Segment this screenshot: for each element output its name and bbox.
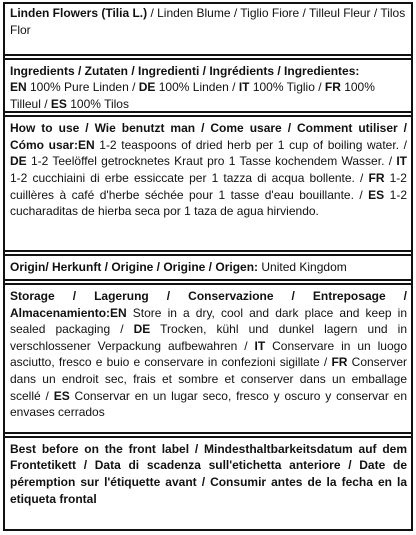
ingredients-section — [3, 58, 413, 114]
origin-section — [3, 254, 413, 281]
ingredients-heading: Ingredients / Zutaten / Ingredienti / Ingrédients / Ingredientes: — [10, 63, 360, 78]
best-before-text: Best before on the front label / Mindesthaltbarkeitsdatum auf dem Frontetikett / Data di scadenza sull'etichetta anteriore / Date de péremption sur l'étiquette avant / Consumir antes de la fecha en la etiqueta frontal — [10, 441, 407, 506]
storage-text: Conserver dans un endroit sec, frais et sombre et conserver dans un emballage scellé / — [10, 355, 408, 403]
storage-text: Trocken, kühl und dunkel lagern und in verschlossener Verpackung aufbewahren / — [10, 322, 407, 353]
storage-text: Store in a dry, cool and dark place and keep in sealed packaging / — [10, 305, 407, 337]
lang-code: ES — [50, 96, 67, 111]
how-to-use-heading: How to use / Wie benutzt man / Come usare / Comment utiliser / Cómo usar: — [10, 121, 407, 152]
how-to-use-text: 1-2 teaspoons of dried herb per 1 cup of boiling water. / — [94, 137, 407, 152]
ingredients-text: 100% Tiglio / — [249, 80, 325, 95]
lang-code: FR — [324, 80, 341, 95]
best-before-section — [3, 436, 413, 531]
product-label — [3, 2, 413, 531]
origin-value: United Kingdom — [258, 260, 347, 275]
lang-code: IT — [396, 154, 407, 169]
product-name-translations: / Linden Blume / Tiglio Fiore / Tilleul Fleur / Tilos Flor — [10, 6, 406, 37]
ingredients-text: 100% Tilleul / — [10, 80, 375, 111]
lang-code: FR — [331, 355, 348, 370]
lang-code: DE — [138, 80, 156, 95]
storage-section — [3, 283, 413, 434]
lang-code: IT — [254, 338, 266, 353]
title-section — [3, 2, 413, 56]
storage-text: Conservar en un lugar seco, fresco y oscuro y conservar en envases cerrados — [10, 388, 407, 420]
lang-code: IT — [238, 80, 250, 95]
storage-text: Conservare in un luogo asciutto, fresco e buio e conservare in confezioni sigillate / — [10, 338, 407, 370]
lang-code: DE — [10, 154, 27, 169]
lang-code: FR — [368, 170, 385, 185]
storage-heading: Storage / Lagerung / Conservazione / Entreposage / Almacenamiento: — [10, 288, 407, 320]
ingredients-text: 100% Pure Linden / — [26, 80, 139, 95]
product-name: Linden Flowers (Tilia L.) — [10, 6, 148, 20]
how-to-use-text: 1-2 cuillères à café d'herbe séchée pour 1 tasse d'eau bouillante. / — [10, 170, 407, 202]
how-to-use-text: 1-2 Teelöffel getrocknetes Kraut pro 1 Tasse kochendem Wasser. / — [26, 154, 397, 169]
lang-code: EN — [110, 305, 127, 320]
lang-code: ES — [368, 187, 385, 202]
lang-code: DE — [133, 322, 151, 337]
origin-heading: Origin/ Herkunft / Origine / Origine / Origen: — [10, 260, 259, 275]
how-to-use-section — [3, 115, 413, 252]
how-to-use-text: 1-2 cucchiaini di erbe essiccate per 1 tazza di acqua bollente. / — [10, 170, 369, 185]
ingredients-text: 100% Linden / — [155, 80, 239, 95]
lang-code: ES — [53, 388, 70, 403]
lang-code: EN — [77, 137, 95, 152]
how-to-use-text: 1-2 cucharaditas de hierba seca por 1 taza de agua hirviendo. — [10, 187, 407, 219]
lang-code: EN — [10, 80, 27, 95]
ingredients-text: 100% Tilos — [66, 96, 129, 111]
